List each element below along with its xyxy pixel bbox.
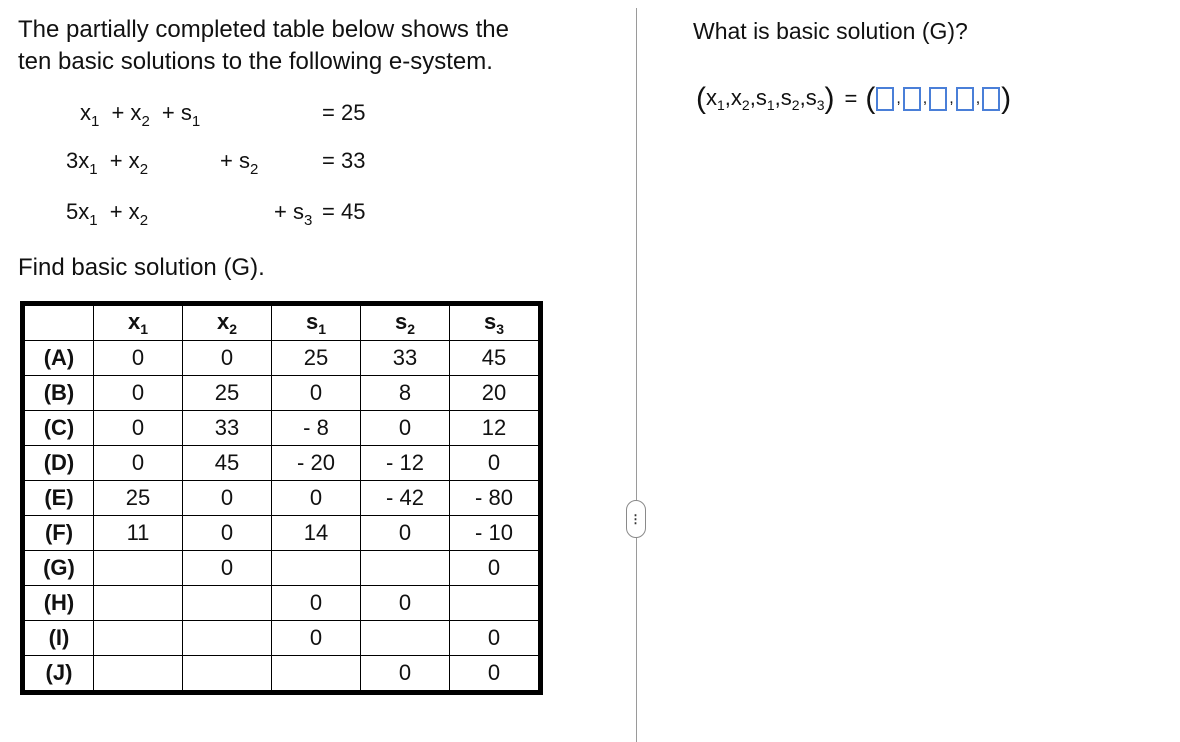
table-cell: 0: [94, 411, 183, 446]
table-cell: 0: [361, 411, 450, 446]
table-cell: [94, 586, 183, 621]
table-row: [23, 411, 541, 446]
table-cell: 33: [361, 341, 450, 376]
equation-2-slack: + $s_2$: [220, 148, 259, 178]
equation-3-slack: + $s_3$: [274, 199, 313, 229]
table-cell: 0: [272, 586, 361, 621]
table-cell: 0: [272, 621, 361, 656]
table-cell: 0: [183, 551, 272, 586]
header-x2: $x_2$: [183, 304, 272, 341]
answer-input-x2[interactable]: [903, 87, 921, 111]
row-label: (C): [23, 411, 94, 446]
header-s3: $s_3$: [450, 304, 541, 341]
table-row: [23, 481, 541, 516]
table-cell: [94, 621, 183, 656]
table-cell: 0: [450, 446, 541, 481]
open-paren: (: [696, 82, 706, 115]
close-paren: ): [824, 82, 835, 115]
table-cell: 0: [94, 446, 183, 481]
table-row: [23, 376, 541, 411]
table-cell: - 10: [450, 516, 541, 551]
row-label: (J): [23, 656, 94, 693]
table-cell: 0: [361, 656, 450, 693]
row-label: (D): [23, 446, 94, 481]
table-cell: 14: [272, 516, 361, 551]
row-label: (A): [23, 341, 94, 376]
table-cell: 11: [94, 516, 183, 551]
tuple-vars: $x_1,x_2,s_1,s_2,s_3$: [706, 85, 825, 113]
table-cell: [94, 551, 183, 586]
row-label: (G): [23, 551, 94, 586]
table-cell: 25: [183, 376, 272, 411]
table-cell: 0: [183, 516, 272, 551]
header-blank: [23, 304, 94, 341]
table-cell: 0: [94, 376, 183, 411]
table-cell: 0: [361, 586, 450, 621]
table-cell: 0: [361, 516, 450, 551]
equation-1: $x_1 + x_2 + s_1$: [80, 100, 201, 130]
panel-divider[interactable]: [636, 8, 637, 742]
table-cell: [450, 586, 541, 621]
row-label: (H): [23, 586, 94, 621]
table-row: [23, 446, 541, 481]
table-cell: 0: [450, 621, 541, 656]
table-cell: [94, 656, 183, 693]
table-cell: 0: [450, 551, 541, 586]
table-cell: 25: [272, 341, 361, 376]
row-label: (I): [23, 621, 94, 656]
answer-input-s3[interactable]: [982, 87, 1000, 111]
answer-row: ( $x_1,x_2,s_1,s_2,s_3$ ) = ( , , , , ): [696, 82, 1012, 115]
row-label: (F): [23, 516, 94, 551]
table-row: [23, 586, 541, 621]
table-cell: 0: [94, 341, 183, 376]
table-cell: [272, 551, 361, 586]
table-cell: 45: [450, 341, 541, 376]
row-label: (B): [23, 376, 94, 411]
problem-intro: [18, 14, 598, 78]
equation-3-lhs: $5x_1 + x_2$: [66, 199, 149, 229]
table-cell: [183, 586, 272, 621]
table-row: [23, 621, 541, 656]
table-cell: 33: [183, 411, 272, 446]
table-cell: - 80: [450, 481, 541, 516]
table-cell: - 20: [272, 446, 361, 481]
table-row: [23, 551, 541, 586]
table-cell: - 12: [361, 446, 450, 481]
table-cell: [272, 656, 361, 693]
header-s1: $s_1$: [272, 304, 361, 341]
find-instruction: Find basic solution (G).: [18, 254, 265, 281]
header-x1: $x_1$: [94, 304, 183, 341]
table-cell: [361, 551, 450, 586]
answer-question: What is basic solution (G)?: [693, 18, 968, 44]
table-cell: 20: [450, 376, 541, 411]
table-cell: 0: [183, 481, 272, 516]
table-cell: 0: [272, 481, 361, 516]
table-cell: 0: [272, 376, 361, 411]
equation-2-lhs: $3x_1 + x_2$: [66, 148, 149, 178]
equation-1-rhs: = 25: [322, 100, 366, 125]
table-cell: [361, 621, 450, 656]
table-header-row: [23, 304, 541, 341]
answer-input-s1[interactable]: [929, 87, 947, 111]
table-cell: 25: [94, 481, 183, 516]
answer-close-paren: ): [1001, 82, 1012, 115]
intro-line-1: The partially completed table below shows the: [18, 16, 509, 43]
table-cell: 0: [183, 341, 272, 376]
table-cell: 45: [183, 446, 272, 481]
answer-open-paren: (: [865, 82, 876, 115]
answer-panel: [638, 0, 1180, 742]
table-cell: [183, 656, 272, 693]
table-cell: 12: [450, 411, 541, 446]
table-cell: 0: [450, 656, 541, 693]
more-icon: ⋮: [629, 512, 643, 526]
answer-input-s2[interactable]: [956, 87, 974, 111]
table-row: [23, 656, 541, 693]
answer-input-x1[interactable]: [876, 87, 894, 111]
table-row: [23, 516, 541, 551]
header-s2: $s_2$: [361, 304, 450, 341]
table-row: [23, 341, 541, 376]
basic-solutions-table: [20, 301, 543, 695]
table-cell: 8: [361, 376, 450, 411]
equals-sign: =: [844, 86, 858, 111]
table-cell: [183, 621, 272, 656]
table-cell: - 8: [272, 411, 361, 446]
intro-line-2: ten basic solutions to the following e-system.: [18, 48, 493, 75]
table-cell: - 42: [361, 481, 450, 516]
equation-2-rhs: = 33: [322, 148, 366, 173]
equation-3-rhs: = 45: [322, 199, 366, 224]
row-label: (E): [23, 481, 94, 516]
